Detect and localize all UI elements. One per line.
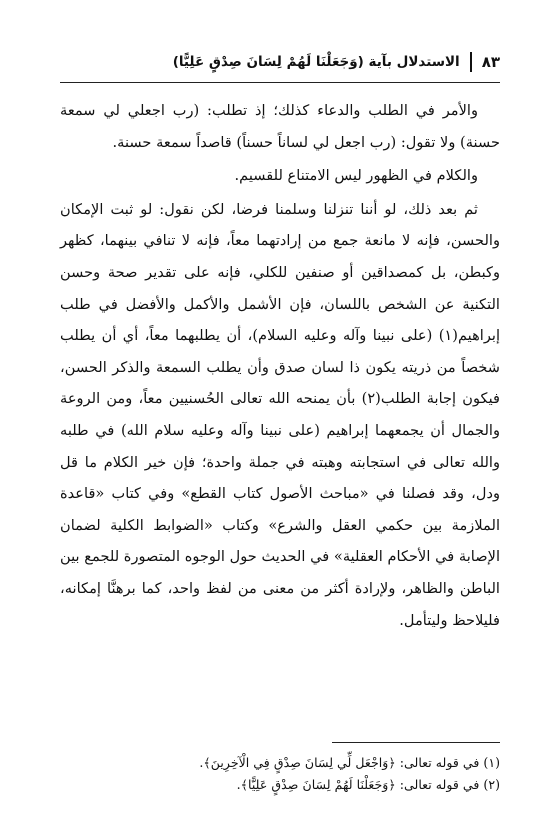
running-title: الاستدلال بآية (وَجَعَلْنَا لَهُمْ لِسَانَ صِدْقٍ عَلِيًّا) [172,54,460,70]
footnotes [60,752,500,796]
footnote-1: (١) في قوله تعالى: ﴿وَاجْعَل لِّي لِسَانَ صِدْقٍ فِي الْآخِرِينَ﴾. [199,755,500,770]
page-header [60,48,500,83]
footnote-divider [332,742,500,743]
main-text [60,95,500,636]
page-number: ٨٣ [481,53,500,71]
footnote-2: (٢) في قوله تعالى: ﴿وَجَعَلْنَا لَهُمْ لِسَانَ صِدْقٍ عَلِيًّا﴾. [236,777,500,792]
paragraph-2: والكلام في الظهور ليس الامتناع للقسيم. [234,167,478,185]
paragraph-1: والأمر في الطلب والدعاء كذلك؛ إذ تطلب: (رب اجعلي لي سمعة حسنة) ولا تقول: (رب اجعل لي لساناً حسناً) قاصداً سمعة حسنة. [60,102,500,151]
paragraph-3: ثم بعد ذلك، لو أننا تنزلنا وسلمنا فرضا، لكن نقول: لو ثبت الإمكان والحسن، فإنه لا مانعة جمع من إرادتهما معاً، فإنه لا تنافي بينهما، كظهر وكبطن، بل كمصداقين أو صنفين للكلي، فإنه على تقدير صحة وحسن التكنية عن الشخص باللسان، فإن الأشمل والأكمل والأفضل في طلب إبراهيم(١) (على نبينا وآله وعليه السلام)، أن يطلبهما معاً، أي أن يطلب شخصاً من ذريته يكون ذا لسان صدق وأن يطلب السمعة والذكر الحسن، فيكون إجابة الطلب(٢) بأن يمنحه الله تعالى الحُسنيين معاً، ومن الروعة والجمال أن يجمعهما إبراهيم (على نبينا وآله وعليه سلام الله) في طلبه والله تعالى في استجابته وهبته في جملة واحدة؛ فإن خير الكلام ما قل ودل، وقد فصلنا في «مباحث الأصول كتاب القطع» وفي كتاب «قاعدة الملازمة بين حكمي العقل والشرع» وكتاب «الضوابط الكلية لضمان الإصابة في الأحكام العقلية» في الحديث حول الوجوه المتصورة للجمع بين الباطن والظاهر، ولإرادة أكثر من معنى من لفظ واحد، كما برهنَّا إمكانه، فليلاحظ وليتأمل. [60,200,500,629]
header-separator [470,52,472,72]
